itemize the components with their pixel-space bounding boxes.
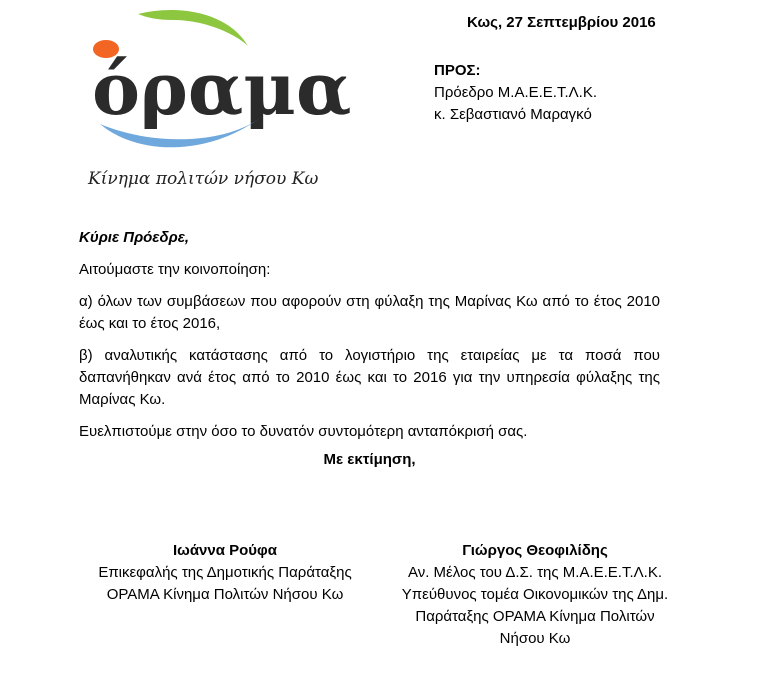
signature-right	[380, 540, 690, 650]
to-label: ΠΡΟΣ:	[434, 62, 481, 79]
logo-tagline: Κίνημα πολιτών νήσου Κω	[88, 169, 319, 189]
request-item-b: β) αναλυτικής κατάστασης από το λογιστήριο της εταιρείας με τα ποσά που δαπανήθηκαν ανά έτος από το 2010 έως και το 2016 για την υπηρεσία φύλαξης της Μαρίνας Κω.	[79, 347, 660, 408]
signatory-role-right-4: Νήσου Κω	[499, 630, 571, 647]
request-intro: Αιτούμαστε την κοινοποίηση:	[79, 261, 271, 278]
letter-body	[79, 227, 660, 471]
signature-left	[60, 540, 390, 606]
orama-logo	[78, 6, 352, 196]
signatory-role-left: Επικεφαλής της Δημοτικής Παράταξης	[98, 564, 352, 581]
closing-sentence: Ευελπιστούμε στην όσο το δυνατόν συντομότερη ανταπόκρισή σας.	[79, 423, 528, 440]
regards: Με εκτίμηση,	[323, 451, 416, 468]
signatory-org-left: ΟΡΑΜΑ Κίνημα Πολιτών Νήσου Κω	[106, 586, 344, 603]
signatory-name-right: Γιώργος Θεοφιλίδης	[462, 542, 608, 559]
orama-logo-graphic	[78, 6, 352, 196]
request-item-a: α) όλων των συμβάσεων που αφορούν στη φύλαξη της Μαρίνας Κω από το έτος 2010 έως και το έτος 2016,	[79, 293, 660, 332]
signatory-role-right-2: Υπεύθυνος τομέα Οικονομικών της Δημ.	[401, 586, 669, 603]
signatory-name-left: Ιωάννα Ρούφα	[173, 542, 277, 559]
recipient-block	[434, 60, 597, 126]
logo-wordmark: όραμα	[92, 46, 352, 131]
signatory-role-right-3: Παράταξης ΟΡΑΜΑ Κίνημα Πολιτών	[415, 608, 655, 625]
letter-date: Κως, 27 Σεπτεμβρίου 2016	[467, 14, 656, 31]
signatory-role-right-1: Αν. Μέλος του Δ.Σ. της Μ.Α.Ε.Ε.Τ.Λ.Κ.	[407, 564, 663, 581]
salutation: Κύριε Πρόεδρε,	[79, 229, 190, 246]
recipient-title: Πρόεδρο Μ.Α.Ε.Ε.Τ.Λ.Κ.	[434, 84, 598, 101]
recipient-name: κ. Σεβαστιανό Μαραγκό	[434, 106, 592, 123]
